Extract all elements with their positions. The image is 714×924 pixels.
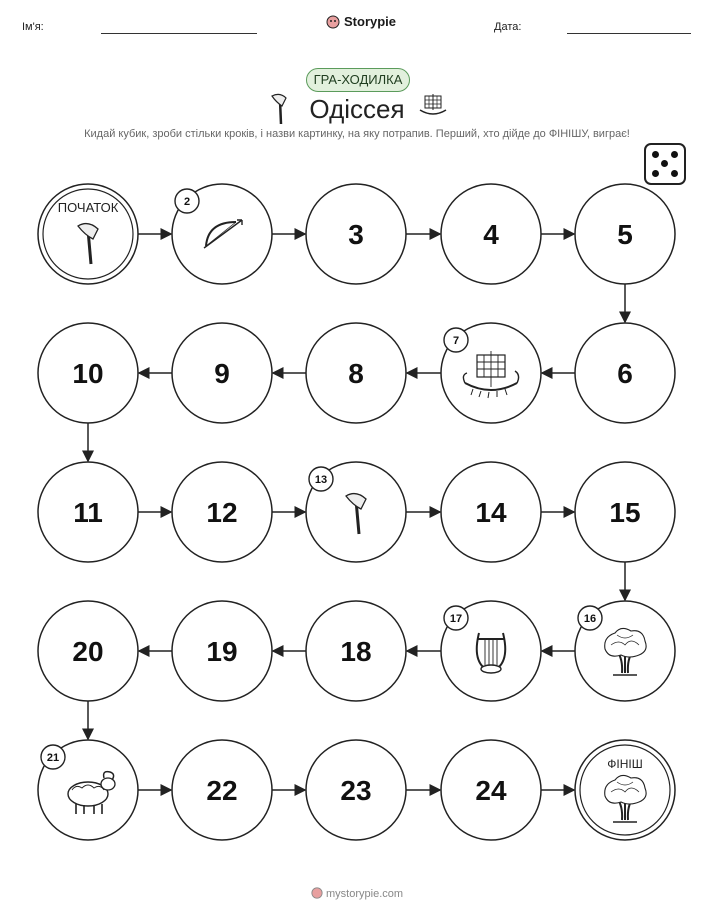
board-cell-12[interactable] bbox=[172, 462, 272, 562]
cell-number: 6 bbox=[617, 358, 633, 389]
date-label: Дата: bbox=[494, 21, 522, 33]
board-cell-10[interactable] bbox=[38, 323, 138, 423]
board-cell-13[interactable] bbox=[306, 462, 406, 562]
cell-number-badge: 13 bbox=[314, 474, 328, 486]
board-cell-21[interactable] bbox=[38, 740, 138, 840]
board-cell-5[interactable] bbox=[575, 184, 675, 284]
game-type-badge: ГРА-ХОДИЛКА bbox=[306, 68, 410, 92]
board-cell-20[interactable] bbox=[38, 601, 138, 701]
cell-number: 10 bbox=[72, 358, 104, 389]
board-cell-2[interactable] bbox=[172, 184, 272, 284]
cell-number: 24 bbox=[475, 775, 507, 806]
board-cell-17[interactable] bbox=[441, 601, 541, 701]
board-cell-4[interactable] bbox=[441, 184, 541, 284]
instructions-text: Кидай кубик, зроби стільки кроків, і назви картинку, на яку потрапив. Перший, хто дійде до ФІНІШУ, виграє! bbox=[84, 128, 630, 140]
cell-number-badge: 7 bbox=[452, 335, 460, 347]
board-cell-24[interactable] bbox=[441, 740, 541, 840]
cell-number: 9 bbox=[214, 358, 230, 389]
board-cell-16[interactable] bbox=[575, 601, 675, 701]
cell-number: 19 bbox=[206, 636, 238, 667]
finish-label: ФІНІШ bbox=[607, 757, 643, 771]
cell-number-badge: 16 bbox=[583, 613, 597, 625]
board-cell-11[interactable] bbox=[38, 462, 138, 562]
board-cell-3[interactable] bbox=[306, 184, 406, 284]
start-cell[interactable] bbox=[38, 184, 138, 284]
board-cell-6[interactable] bbox=[575, 323, 675, 423]
board-cell-23[interactable] bbox=[306, 740, 406, 840]
board-cell-14[interactable] bbox=[441, 462, 541, 562]
start-label: ПОЧАТОК bbox=[57, 200, 119, 215]
cell-number: 8 bbox=[348, 358, 364, 389]
cell-number: 4 bbox=[483, 219, 499, 250]
footer bbox=[0, 887, 714, 900]
cell-number-badge: 17 bbox=[449, 613, 463, 625]
cell-number-badge: 21 bbox=[46, 752, 60, 764]
cell-number: 23 bbox=[340, 775, 372, 806]
cell-number: 15 bbox=[609, 497, 641, 528]
board-cell-15[interactable] bbox=[575, 462, 675, 562]
cell-number: 22 bbox=[206, 775, 238, 806]
cell-number-badge: 2 bbox=[183, 196, 191, 208]
cell-number: 14 bbox=[475, 497, 507, 528]
cell-number: 12 bbox=[206, 497, 238, 528]
board-cell-7[interactable] bbox=[441, 323, 541, 423]
cell-number: 11 bbox=[73, 497, 103, 528]
cell-number: 5 bbox=[617, 219, 633, 250]
cell-number: 18 bbox=[340, 636, 372, 667]
storypie-mascot-icon bbox=[311, 887, 323, 899]
cell-number: 20 bbox=[72, 636, 104, 667]
board-cell-22[interactable] bbox=[172, 740, 272, 840]
cell-number: 3 bbox=[348, 219, 364, 250]
footer-site: mystorypie.com bbox=[326, 888, 404, 900]
page-title: Одіссея bbox=[309, 94, 405, 124]
name-label: Ім'я: bbox=[22, 21, 44, 33]
board-cell-18[interactable] bbox=[306, 601, 406, 701]
finish-cell[interactable] bbox=[575, 740, 675, 840]
board-cell-8[interactable] bbox=[306, 323, 406, 423]
board-cell-19[interactable] bbox=[172, 601, 272, 701]
board-cell-9[interactable] bbox=[172, 323, 272, 423]
brand-name: Storypie bbox=[344, 14, 397, 29]
